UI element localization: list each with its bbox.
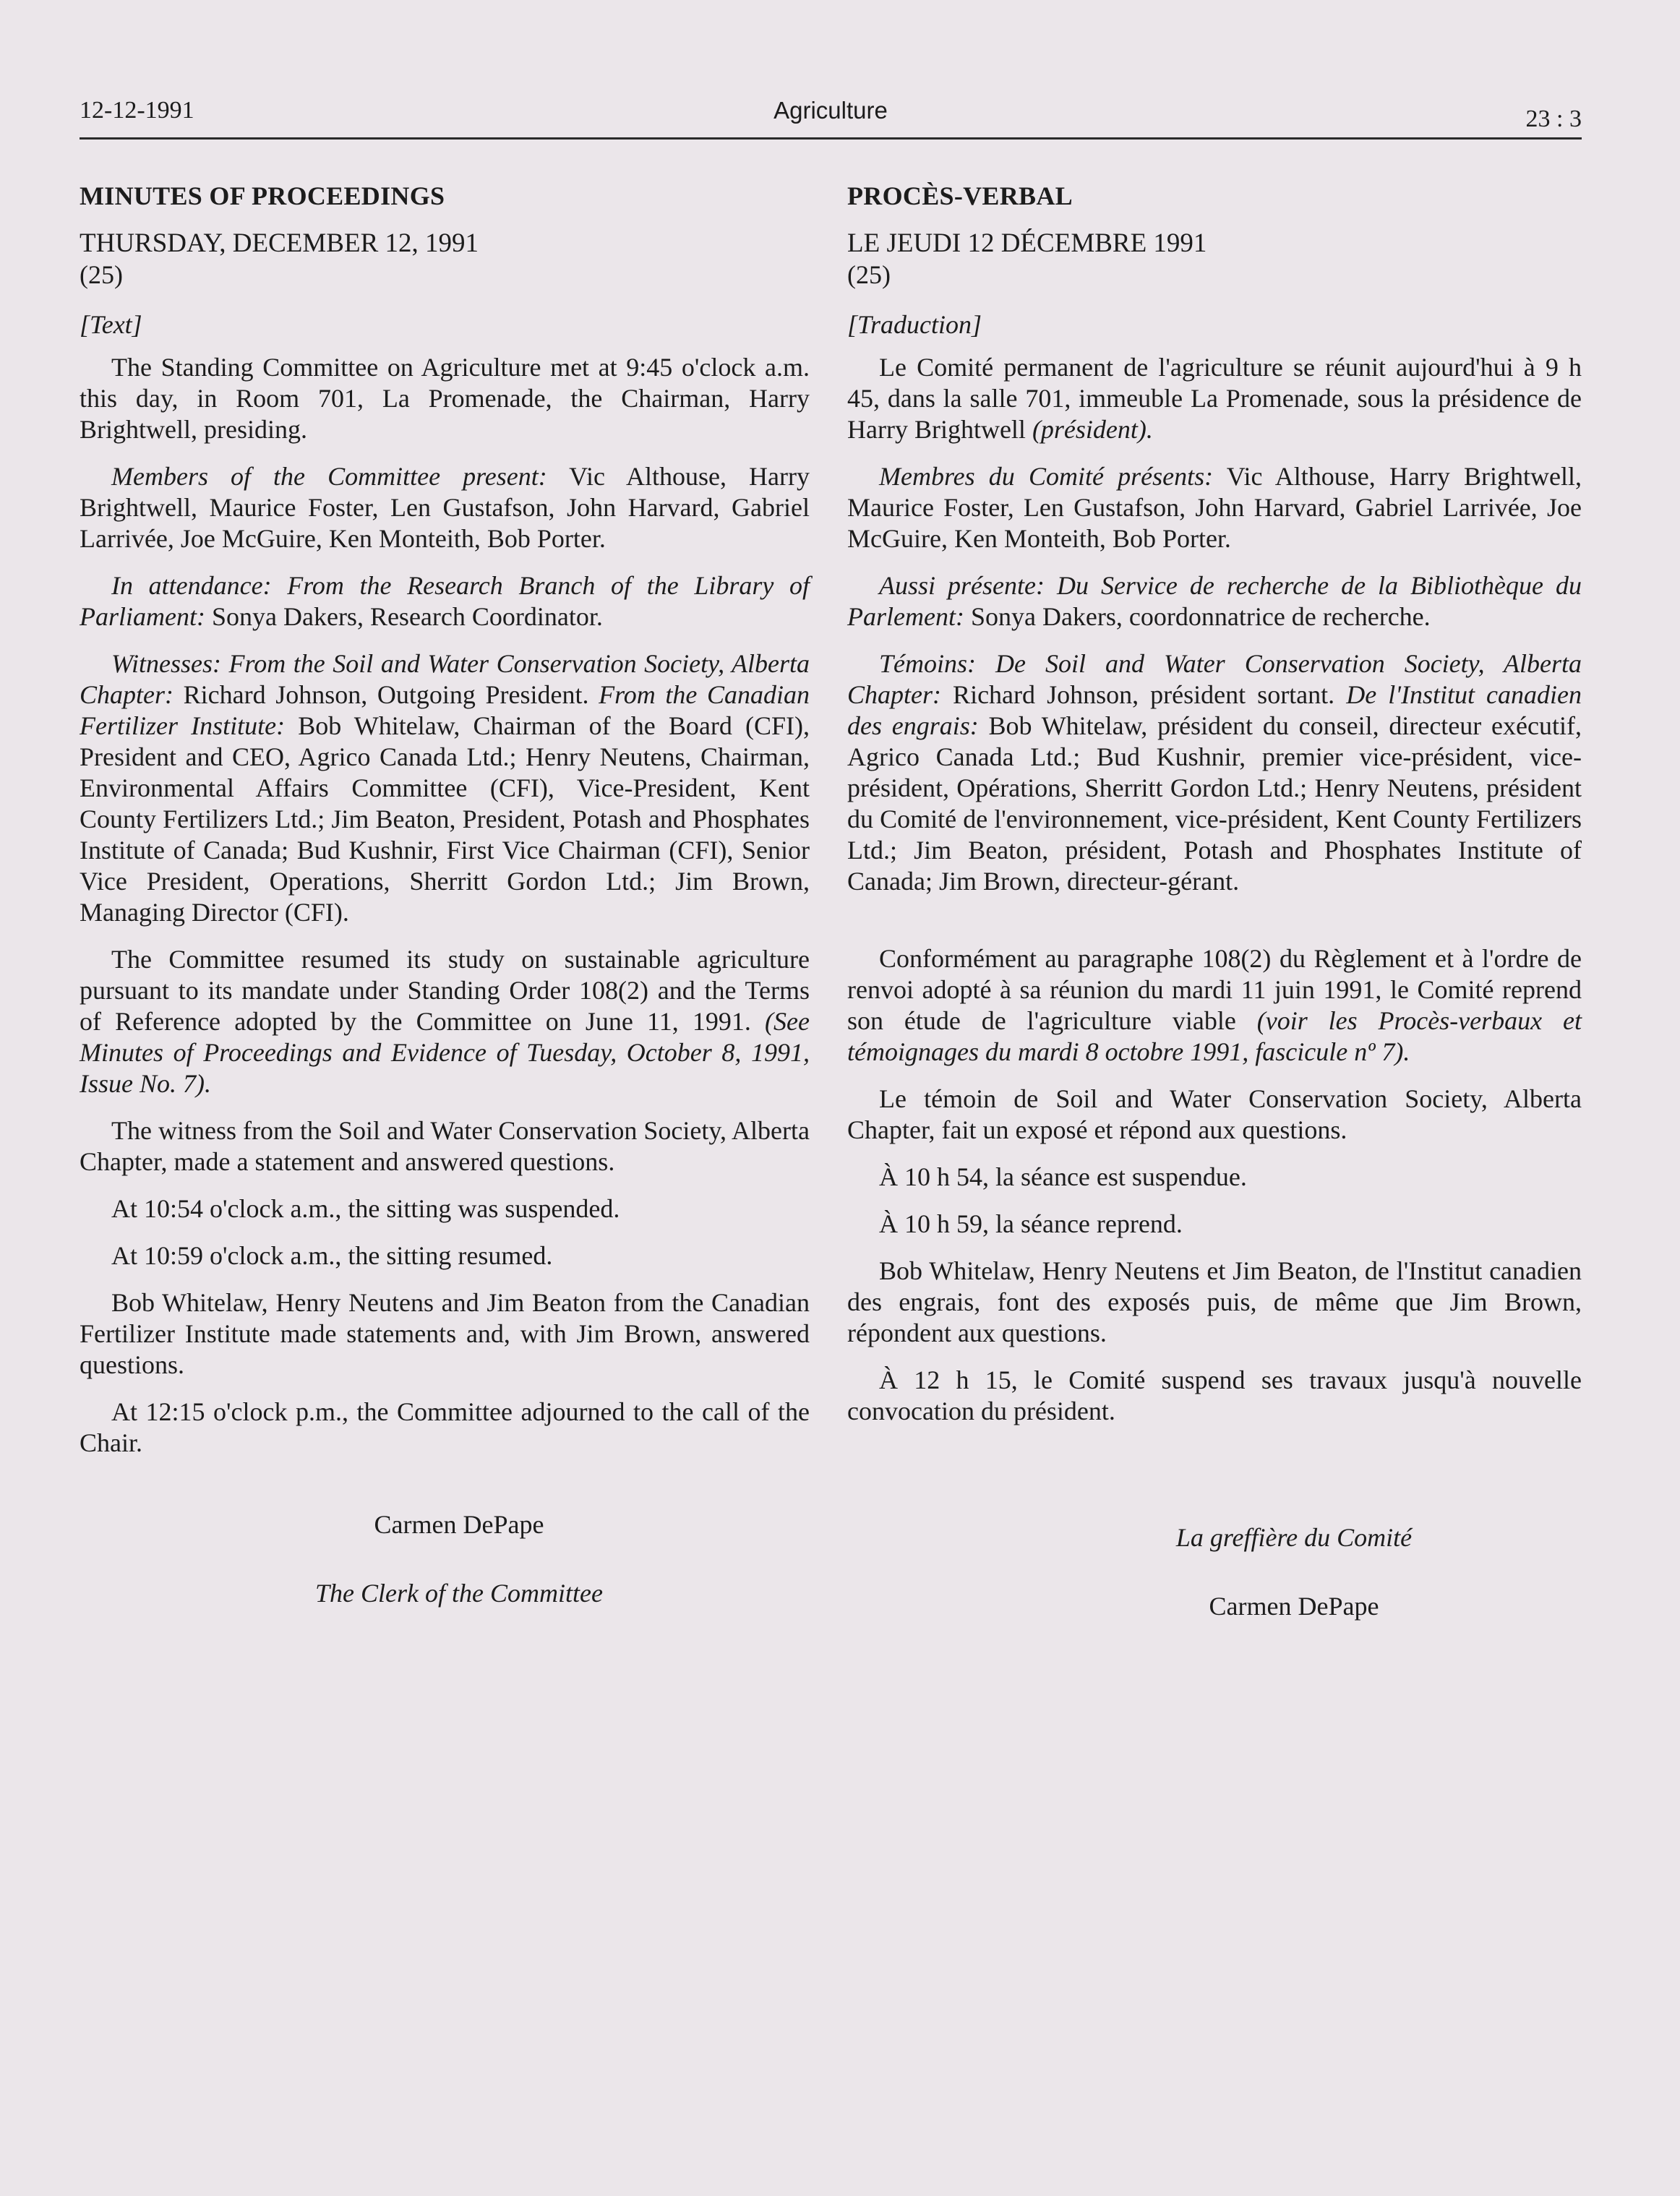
english-members-list: Vic Althouse, Harry Brightwell, Maurice Foster, Len Gustafson, John Harvard, Gabriel Larrivée, Joe McGuire, Ken Monteith, Bob Porter. [80,462,810,553]
header-title: Agriculture [773,97,888,124]
english-clerk-title: The Clerk of the Committee [315,1579,603,1608]
french-suspended-paragraph: À 10 h 54, la séance est suspendue. [879,1162,1247,1191]
french-opening-role: (président). [1032,415,1153,444]
english-witnesses-label: Witnesses: From the Soil and Water Conservation Society, Alberta Chapter: [80,649,810,709]
french-date: LE JEUDI 12 DÉCEMBRE 1991 [847,228,1207,258]
english-statements-paragraph: Bob Whitelaw, Henry Neutens and Jim Beaton from the Canadian Fertilizer Institute made statements and, with Jim Brown, answered questions. [80,1288,810,1379]
french-witnesses-text-2: Bob Whitelaw, président du conseil, directeur exécutif, Agrico Canada Ltd.; Bud Kushnir, premier vice-président, vice-président, Opérations, Sherritt Gordon Ltd.; Henry Neutens, président du Comité de l'environnement, vice-président, Kent County Fertilizers Ltd.; Jim Beaton, président, Potash and Phosphates Institute of Canada; Jim Brown, directeur-gérant. [847,711,1582,896]
english-attendance-text: Sonya Dakers, Research Coordinator. [205,602,603,631]
english-date: THURSDAY, DECEMBER 12, 1991 [80,228,479,258]
french-resumed-paragraph: À 10 h 59, la séance reprend. [879,1209,1183,1238]
french-text-tag: [Traduction] [847,310,982,339]
french-resumed-text: Conformément au paragraphe 108(2) du Règlement et à l'ordre de renvoi adopté à sa réunion du mardi 11 juin 1991, le Comité reprend son étude de l'agriculture viable [847,944,1582,1035]
english-attendance-label: In attendance: From the Research Branch of the Library of Parliament: [80,571,810,631]
english-witnesses-text-2: Bob Whitelaw, Chairman of the Board (CFI), President and CEO, Agrico Canada Ltd.; Henry Neutens, Chairman, Environmental Affairs Committee (CFI), Vice-President, Kent County Fertilizers Ltd.; Jim Beaton, President, Potash and Phosphates Institute of Canada; Bud Kushnir, First Vice Chairman (CFI), Senior Vice President, Operations, Sherritt Gordon Ltd.; Jim Brown, Managing Director (CFI). [80,711,810,927]
header-date: 12-12-1991 [80,97,194,124]
english-adjourned-paragraph: At 12:15 o'clock p.m., the Committee adjourned to the call of the Chair. [80,1397,810,1457]
french-members-list: Vic Althouse, Harry Brightwell, Maurice Foster, Len Gustafson, John Harvard, Gabriel Larrivée, Joe McGuire, Ken Monteith, Bob Porter. [847,462,1582,553]
french-witnesses-label-2: De l'Institut canadien des engrais: [847,680,1582,740]
french-clerk-title: La greffière du Comité [1175,1523,1413,1552]
english-members-label: Members of the Committee present: [111,462,547,491]
french-adjourned-paragraph: À 12 h 15, le Comité suspend ses travaux jusqu'à nouvelle convocation du président. [847,1365,1582,1425]
english-witnesses-label-2: From the Canadian Fertilizer Institute: [80,680,810,740]
english-issue-number: (25) [80,260,123,289]
french-members-label: Membres du Comité présents: [879,462,1214,491]
english-witnesses-text-1: Richard Johnson, Outgoing President. [173,680,599,709]
french-statement-paragraph: Le témoin de Soil and Water Conservation Society, Alberta Chapter, fait un exposé et répond aux questions. [847,1084,1582,1144]
english-column [80,181,810,1625]
english-attendance-paragraph [80,570,810,632]
english-statement-paragraph: The witness from the Soil and Water Conservation Society, Alberta Chapter, made a statement and answered questions. [80,1116,810,1176]
header-page-number: 23 : 3 [1525,106,1582,132]
french-issue-number: (25) [847,260,891,289]
french-witnesses-text-1: Richard Johnson, président sortant. [941,680,1347,709]
english-text-tag: [Text] [80,310,142,339]
french-attendance-text: Sonya Dakers, coordonnatrice de recherche. [964,602,1431,631]
english-heading: MINUTES OF PROCEEDINGS [80,181,445,210]
english-resumed-text: The Committee resumed its study on sustainable agriculture pursuant to its mandate under Standing Order 108(2) and the Terms of Reference adopted by the Committee on June 11, 1991. [80,945,810,1036]
english-members-paragraph [80,461,810,554]
french-resumed-study-paragraph [847,943,1582,1068]
english-resumed-study-paragraph [80,944,810,1099]
page-header [80,94,1582,140]
english-clerk-name: Carmen DePape [374,1510,544,1539]
english-suspended-paragraph: At 10:54 o'clock a.m., the sitting was suspended. [111,1194,620,1223]
french-heading: PROCÈS-VERBAL [847,181,1073,210]
french-opening-text: Le Comité permanent de l'agriculture se réunit aujourd'hui à 9 h 45, dans la salle 701, immeuble La Promenade, sous la présidence de Harry Brightwell [847,353,1582,444]
french-column [847,181,1582,1638]
french-clerk-name: Carmen DePape [1209,1592,1379,1621]
french-witnesses-paragraph [847,648,1582,897]
french-statements-paragraph: Bob Whitelaw, Henry Neutens et Jim Beaton, de l'Institut canadien des engrais, font des exposés puis, de même que Jim Brown, répondent aux questions. [847,1256,1582,1347]
english-opening-paragraph: The Standing Committee on Agriculture met at 9:45 o'clock a.m. this day, in Room 701, La Promenade, the Chairman, Harry Brightwell, presiding. [80,353,810,444]
english-resumed-paragraph: At 10:59 o'clock a.m., the sitting resumed. [111,1241,553,1270]
french-attendance-paragraph [847,570,1582,632]
french-members-paragraph [847,461,1582,554]
french-opening-paragraph [847,352,1582,445]
french-witnesses-label: Témoins: De Soil and Water Conservation Society, Alberta Chapter: [847,649,1582,709]
english-witnesses-paragraph [80,648,810,928]
french-resumed-reference: (voir les Procès-verbaux et témoignages du mardi 8 octobre 1991, fascicule nº 7). [847,1006,1582,1066]
french-attendance-label: Aussi présente: Du Service de recherche de la Bibliothèque du Parlement: [847,571,1582,631]
english-resumed-reference: (See Minutes of Proceedings and Evidence of Tuesday, October 8, 1991, Issue No. 7). [80,1007,810,1098]
